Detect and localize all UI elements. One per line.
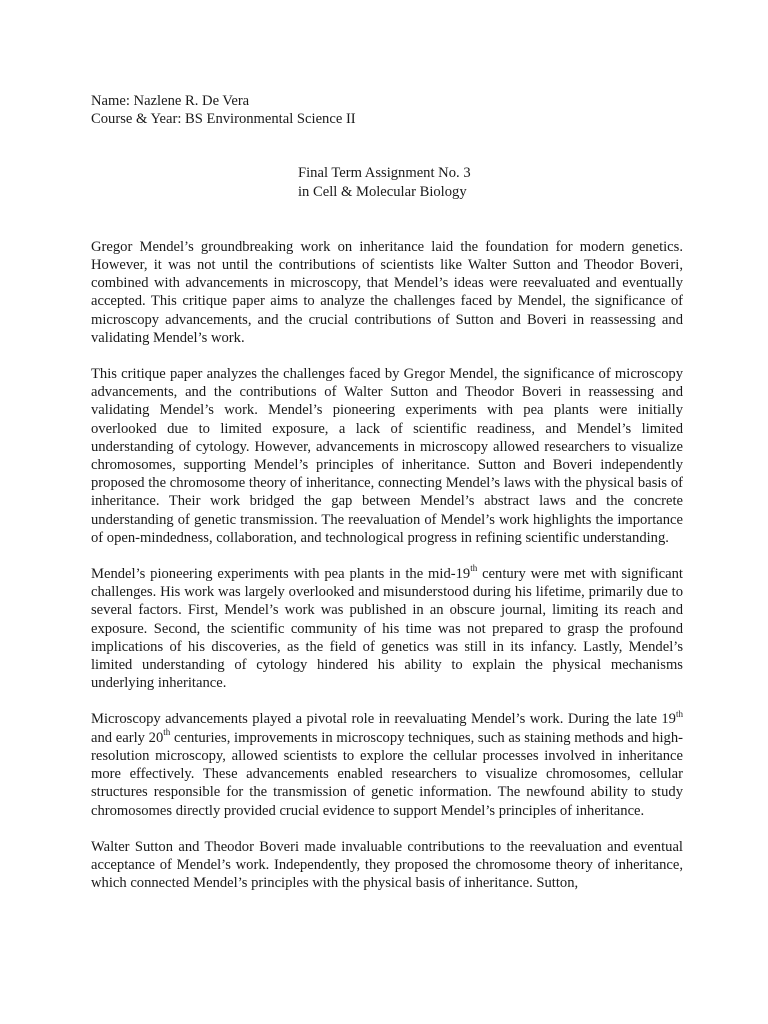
document-body — [91, 92, 683, 892]
title-line-2: in Cell & Molecular Biology — [298, 183, 467, 200]
paragraph-summary: This critique paper analyzes the challenges faced by Gregor Mendel, the significance of microscopy advancements, and the contributions of Walter Sutton and Theodor Boveri in reassessing and validating Mendel’s work. Mendel’s pioneering experiments with pea plants were initially overlooked due to limited exposure, a lack of scientific readiness, and Mendel’s limited understanding of cytology. However, advancements in microscopy allowed researchers to visualize chromosomes, supporting Mendel’s principles of inheritance. Sutton and Boveri independently proposed the chromosome theory of inheritance, connecting Mendel’s laws with the physical basis of inheritance. Their work bridged the gap between Mendel’s abstract laws and the concrete understanding of genetic transmission. The reevaluation of Mendel’s work highlights the importance of open-mindedness, collaboration, and technological progress in refining scientific understanding. — [91, 366, 683, 546]
paragraph-microscopy-text-1: Microscopy advancements played a pivotal role in reevaluating Mendel’s work. During the late 19 — [91, 711, 676, 728]
student-name: Name: Nazlene R. De Vera — [91, 93, 250, 109]
paragraph-challenges-text-1: Mendel’s pioneering experiments with pea plants in the mid-19 — [91, 566, 471, 583]
assignment-title — [298, 164, 683, 200]
ordinal-superscript-2: th — [163, 726, 171, 737]
paragraph-microscopy-text-2: and early 20 — [91, 729, 164, 746]
paragraph-challenges-text-2: century were met with significant challenges. His work was largely overlooked and misunderstood during his lifetime, primarily due to several factors. First, Mendel’s work was published in an obscure journal, limiting its reach and exposure. Second, the scientific community of his time was not prepared to grasp the profound implications of his discoveries, as the field of genetics was still in its infancy. Lastly, Mendel’s limited understanding of cytology hindered his ability to explain the physical mechanisms underlying inheritance. — [91, 566, 683, 692]
paragraph-microscopy-text-3: centuries, improvements in microscopy techniques, such as staining methods and high-resolution microscopy, allowed scientists to explore the cellular processes involved in inheritance more effectively. These advancements enabled researchers to visualize chromosomes, cellular structures responsible for the transmission of genetic information. The newfound ability to study chromosomes directly provided crucial evidence to support Mendel’s principles of inheritance. — [91, 729, 683, 819]
ordinal-superscript: th — [470, 563, 478, 574]
ordinal-superscript-1: th — [675, 708, 683, 719]
paragraph-sutton-boveri: Walter Sutton and Theodor Boveri made invaluable contributions to the reevaluation and eventual acceptance of Mendel’s work. Independently, they proposed the chromosome theory of inheritance, which connected Mendel’s principles with the physical basis of inheritance. Sutton, — [91, 838, 683, 892]
title-line-1: Final Term Assignment No. 3 — [298, 165, 471, 182]
course-year: Course & Year: BS Environmental Science II — [91, 111, 356, 128]
paragraph-introduction: Gregor Mendel’s groundbreaking work on inheritance laid the foundation for modern genetics. However, it was not until the contributions of scientists like Walter Sutton and Theodor Boveri, combined with advancements in microscopy, that Mendel’s ideas were reevaluated and eventually accepted. This critique paper aims to analyze the challenges faced by Mendel, the significance of microscopy advancements, and the crucial contributions of Sutton and Boveri in reassessing and validating Mendel’s work. — [91, 238, 683, 346]
paragraph-microscopy — [91, 710, 683, 819]
paragraph-challenges — [91, 565, 683, 692]
